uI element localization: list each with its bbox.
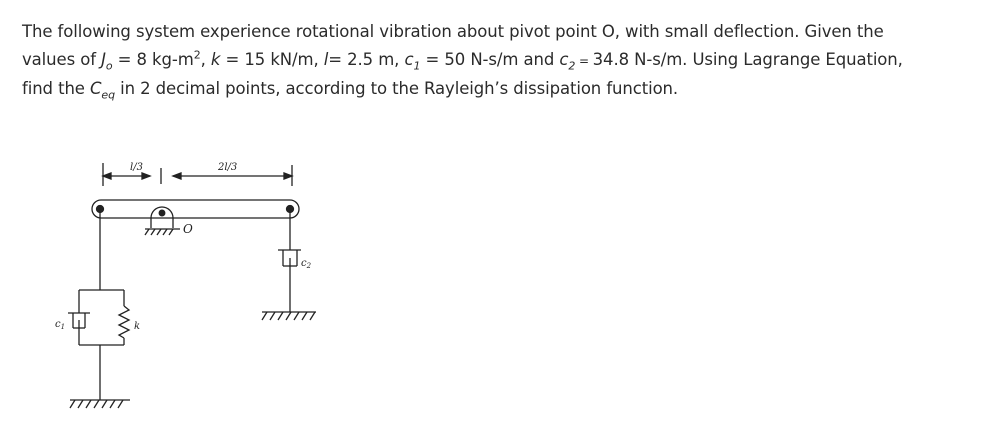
symbol-ceq-sub: eq bbox=[101, 88, 115, 102]
symbol-k: k bbox=[210, 50, 221, 69]
c1-label: $c_1$ bbox=[55, 319, 66, 331]
squared-superscript: 2 bbox=[193, 48, 201, 62]
damper-c1 bbox=[68, 290, 90, 345]
right-pin bbox=[287, 206, 294, 213]
symbol-l: l bbox=[323, 50, 329, 69]
question-line-1: The following system experience rotational vibration about pivot point O, with small deflection. Given the bbox=[22, 22, 884, 41]
value-c1: = 50 N-s/m and bbox=[420, 50, 560, 69]
question-text bbox=[22, 18, 977, 103]
symbol-jo: J bbox=[101, 50, 106, 69]
symbol-ceq: C bbox=[90, 79, 102, 98]
k-label: k bbox=[134, 321, 141, 332]
symbol-c1-sub: 1 bbox=[413, 59, 421, 73]
dim-right-label: 2l/3 bbox=[218, 162, 238, 173]
rigid-bar bbox=[92, 200, 299, 218]
symbol-c2-sub: 2 bbox=[568, 59, 576, 73]
dimension-lines bbox=[103, 163, 292, 186]
equals-c2: = bbox=[575, 54, 593, 68]
text-rest: in 2 decimal points, according to the Rayleigh’s dissipation function. bbox=[114, 79, 679, 98]
question-line-3 bbox=[22, 75, 977, 103]
text-find-the: find the bbox=[22, 79, 90, 98]
symbol-c1: c bbox=[404, 50, 414, 69]
symbol-c2: c bbox=[559, 50, 569, 69]
value-k: = 15 kN/m, bbox=[220, 50, 324, 69]
value-l: = 2.5 m, bbox=[328, 50, 405, 69]
spring-k bbox=[119, 290, 129, 345]
ground-left bbox=[70, 400, 130, 408]
ground-right bbox=[262, 312, 316, 320]
symbol-jo-sub: o bbox=[105, 59, 113, 73]
comma-separator: , bbox=[200, 50, 211, 69]
value-c2: 34.8 N-s/m. Using Lagrange Equation, bbox=[592, 50, 903, 69]
text-values-of: values of bbox=[22, 50, 102, 69]
pivot-label: O bbox=[183, 222, 193, 236]
c2-label: $c_2$ bbox=[301, 258, 312, 270]
dim-left-label: l/3 bbox=[130, 162, 143, 173]
left-pin bbox=[97, 206, 104, 213]
value-jo: = 8 kg-m bbox=[112, 50, 194, 69]
damper-c2 bbox=[278, 250, 301, 312]
pivot-support bbox=[145, 207, 180, 235]
question-line-2 bbox=[22, 46, 977, 75]
